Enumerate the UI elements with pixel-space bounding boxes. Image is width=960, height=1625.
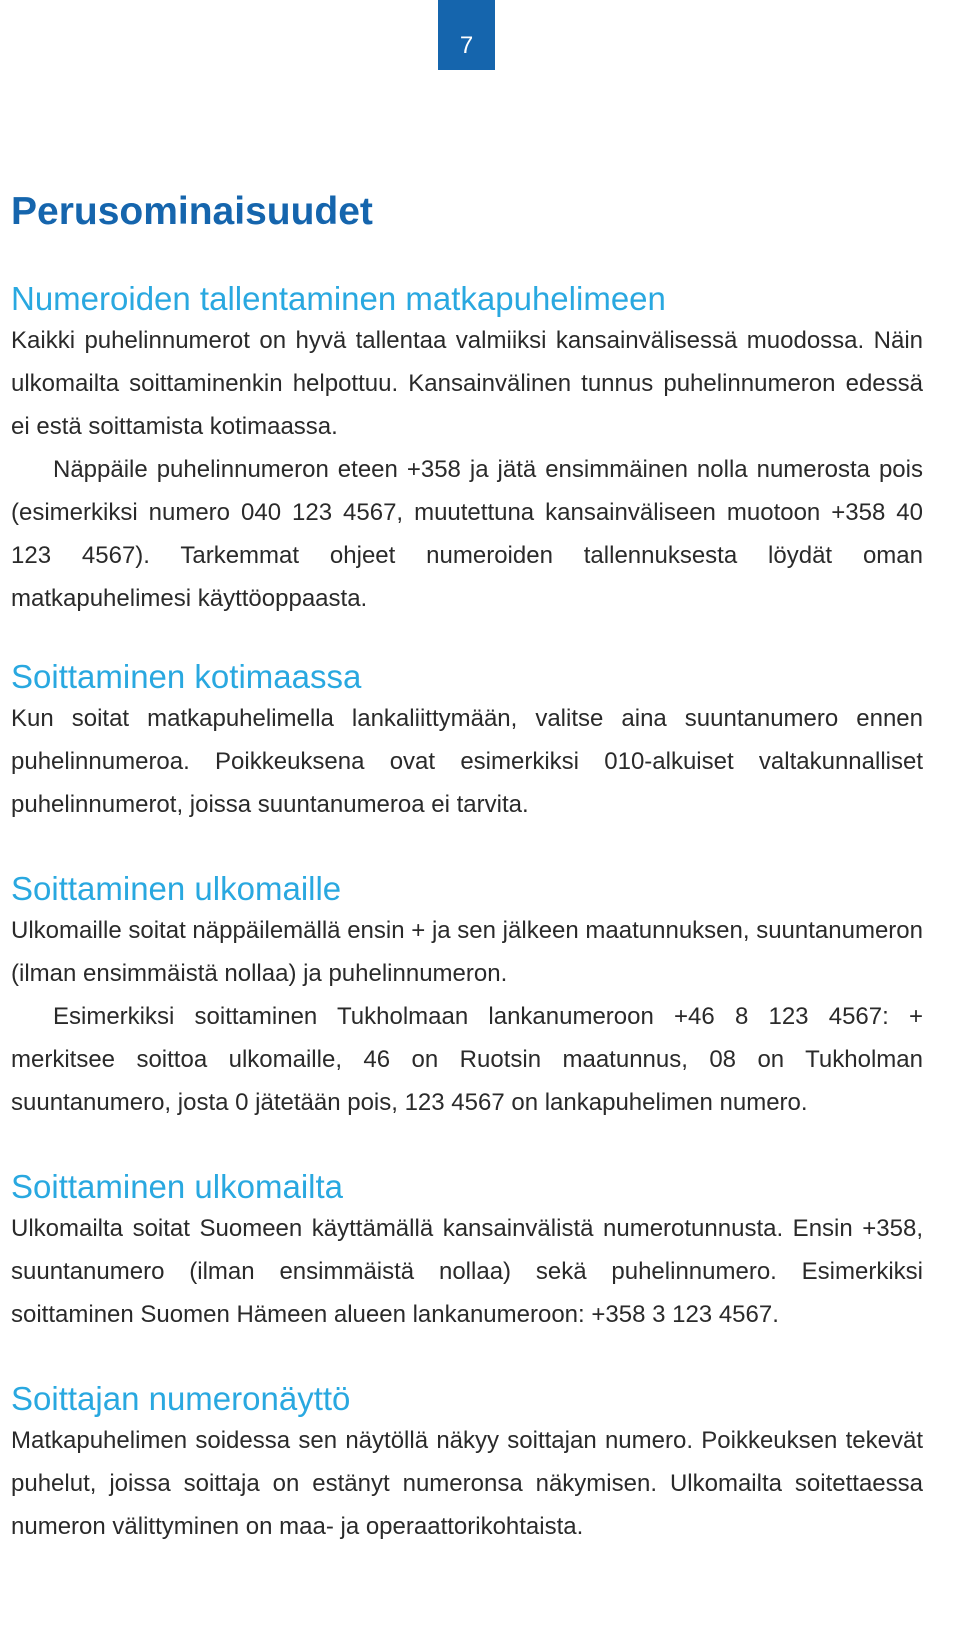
section-paragraph: Ulkomailta soitat Suomeen käyttämällä kansainvälistä numerotunnusta. Ensin +358, suuntanumero (ilman ensimmäistä nollaa) sekä puhelinnumero. Esimerkiksi soittaminen Suomen Hämeen alueen lankanumeroon: +358 3 123 4567. xyxy=(11,1215,923,1328)
section-paragraph: Ulkomaille soitat näppäilemällä ensin + ja sen jälkeen maatunnuksen, suuntanumeron (ilman ensimmäistä nollaa) ja puhelinnumeron. xyxy=(11,917,923,987)
section-calling-abroad xyxy=(11,866,923,1124)
page-title: Perusominaisuudet xyxy=(11,190,373,233)
section-saving-numbers xyxy=(11,276,923,620)
page-number: 7 xyxy=(459,32,474,59)
section-paragraph: Näppäile puhelinnumeron eteen +358 ja jätä ensimmäinen nolla numerosta pois (esimerkiksi numero 040 123 4567, muutettuna kansainväliseen muotoon +358 40 123 4567). Tarkemmat ohjeet numeroiden tallennuksesta löydät oman matkapuhelimesi käyttöoppaasta. xyxy=(11,456,923,612)
section-heading: Soittaminen ulkomaille xyxy=(11,870,342,907)
section-paragraph: Esimerkiksi soittaminen Tukholmaan lankanumeroon +46 8 123 4567: + merkitsee soittoa ulkomaille, 46 on Ruotsin maatunnus, 08 on Tukholman suuntanumero, josta 0 jätetään pois, 123 4567 on lankapuhelimen numero. xyxy=(11,1003,923,1116)
section-paragraph: Kun soitat matkapuhelimella lankaliittymään, valitse aina suuntanumero ennen puhelinnumeroa. Poikkeuksena ovat esimerkiksi 010-alkuiset valtakunnalliset puhelinnumerot, joissa suuntanumeroa ei tarvita. xyxy=(11,705,923,818)
document-body xyxy=(11,186,923,1548)
section-paragraph: Matkapuhelimen soidessa sen näytöllä näkyy soittajan numero. Poikkeuksen tekevät puhelut, joissa soittaja on estänyt numeronsa näkymisen. Ulkomailta soitettaessa numeron välittyminen on maa- ja operaattorikohtaista. xyxy=(11,1427,923,1540)
section-heading: Soittaminen ulkomailta xyxy=(11,1168,343,1205)
section-domestic-calls xyxy=(11,654,923,826)
section-heading: Soittajan numeronäyttö xyxy=(11,1380,351,1417)
section-heading: Numeroiden tallentaminen matkapuhelimeen xyxy=(11,280,666,317)
section-calling-from-abroad xyxy=(11,1164,923,1336)
page-number-tab xyxy=(438,0,495,70)
section-paragraph: Kaikki puhelinnumerot on hyvä tallentaa valmiiksi kansainvälisessä muodossa. Näin ulkomailta soittaminenkin helpottuu. Kansainvälinen tunnus puhelinnumeron edessä ei estä soittamista kotimaassa. xyxy=(11,327,923,440)
section-caller-id xyxy=(11,1376,923,1548)
section-heading: Soittaminen kotimaassa xyxy=(11,658,362,695)
